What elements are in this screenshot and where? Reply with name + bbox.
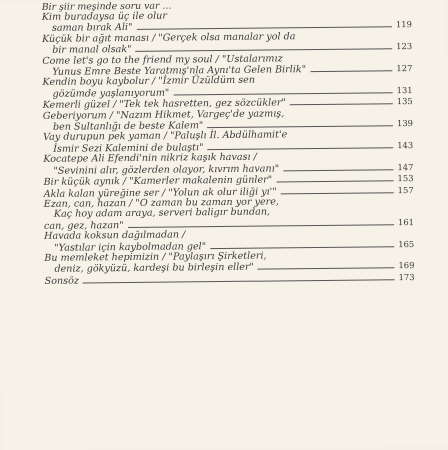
toc-entry[interactable] xyxy=(44,196,414,232)
page-number: 131 xyxy=(396,84,413,96)
leader-line xyxy=(310,70,392,72)
page-number: 157 xyxy=(397,184,414,195)
toc-entry-subtitle: bir manal olsak" xyxy=(52,44,132,57)
page-number: 173 xyxy=(398,271,415,282)
toc-entry-title: Geberiyorum / "Nazım Hikmet, Vargeç'de yazmış, xyxy=(42,108,285,122)
leader-line xyxy=(276,180,393,182)
leader-line xyxy=(137,27,392,31)
page-number: 143 xyxy=(397,139,414,151)
toc-entry-subtitle: "Sevinini alır, gözlerden olayor, kıvrım havanı" xyxy=(53,163,280,177)
page-number: 139 xyxy=(396,118,414,129)
page-number: 127 xyxy=(396,63,413,74)
page-number: 161 xyxy=(397,216,415,227)
page-number: 135 xyxy=(396,96,413,107)
leader-line xyxy=(128,224,394,228)
leader-line xyxy=(281,192,394,194)
toc-entry-subtitle: Yunus Emre Beste Yaratmış'nla Aynı'ta Gelen Birlik" xyxy=(52,64,307,78)
leader-line xyxy=(173,92,392,95)
toc-entry-subtitle: saman bırak Ali" xyxy=(51,22,133,35)
toc-entry-subtitle: deniz, gökyüzü, kardeşi bu birleşin eller" xyxy=(54,262,254,276)
toc-entry-title: Küçük bir ağıt manası / "Gerçek olsa manalar yol da xyxy=(41,31,296,45)
toc-entry-title: Ezan, can, hazan / "O zaman bu zaman yor yere, xyxy=(43,196,280,210)
toc-entry-title: Bir küçük aynık / "Kamerler makalenin günler" xyxy=(43,174,273,188)
page-number: 153 xyxy=(397,173,414,184)
toc-entry-title: can, gez, hazan" xyxy=(43,219,124,232)
leader-line xyxy=(207,147,393,150)
toc-entry-title: Sonsöz xyxy=(44,275,79,287)
toc-entry-title: Kim buradaysa üç ile olur xyxy=(41,10,167,23)
page-number: 165 xyxy=(398,238,415,249)
leader-line xyxy=(290,103,393,105)
toc-entry-subtitle: gözümde yaşlanıyorum" xyxy=(52,87,170,100)
toc-entry-subtitle: İsmir Sezi Kalemini de bulaştı" xyxy=(53,142,204,155)
toc-entry-title: Come let's go to the friend my soul / "Ustalarımız xyxy=(42,53,283,67)
toc-entry-subtitle: ben Sultanlığı de beste Kalem" xyxy=(52,120,204,133)
toc-entry-title: Vay durupun pek yaman / "Paluşlı İl. Abdülhamit'e xyxy=(43,129,288,144)
leader-line xyxy=(283,169,393,171)
toc-entry-title: Akla kalan yüreğine ser / "Yolun ak olur iliği yı'" xyxy=(43,185,277,200)
toc-entry-title: Bu memleket hepimizin / "Paylaşırı Şirketleri, xyxy=(44,250,267,264)
toc-entry-title: Havada koksun dağılmadan / xyxy=(44,229,186,243)
leader-line xyxy=(258,268,395,270)
toc-entry-title: Kendin boyu kaybolur / "İzmir Üzüldüm sen xyxy=(42,75,256,89)
page-number: 147 xyxy=(397,161,414,172)
page-top-line: Bir şiir meşinde soru var ... xyxy=(41,0,172,13)
toc-entry-title: Kaç hoy adam araya, serveri baligır bundan, xyxy=(53,206,271,221)
leader-line xyxy=(210,246,394,249)
toc-entry-subtitle: "Yastılar için kaybolmadan gel" xyxy=(54,240,207,254)
page-number: 119 xyxy=(395,19,412,30)
table-of-contents xyxy=(42,9,415,287)
toc-entry-title: Kocatepe Ali Efendi'nin nikriz kaşık havası / xyxy=(43,151,257,166)
page-number: 169 xyxy=(398,260,415,271)
leader-line xyxy=(83,279,395,283)
page-number: 123 xyxy=(396,41,413,52)
leader-line xyxy=(136,48,393,52)
toc-entry-title: Kemerli güzel / "Tek tek hasretten, gez sözcükler" xyxy=(42,97,286,112)
leader-line xyxy=(207,125,393,128)
